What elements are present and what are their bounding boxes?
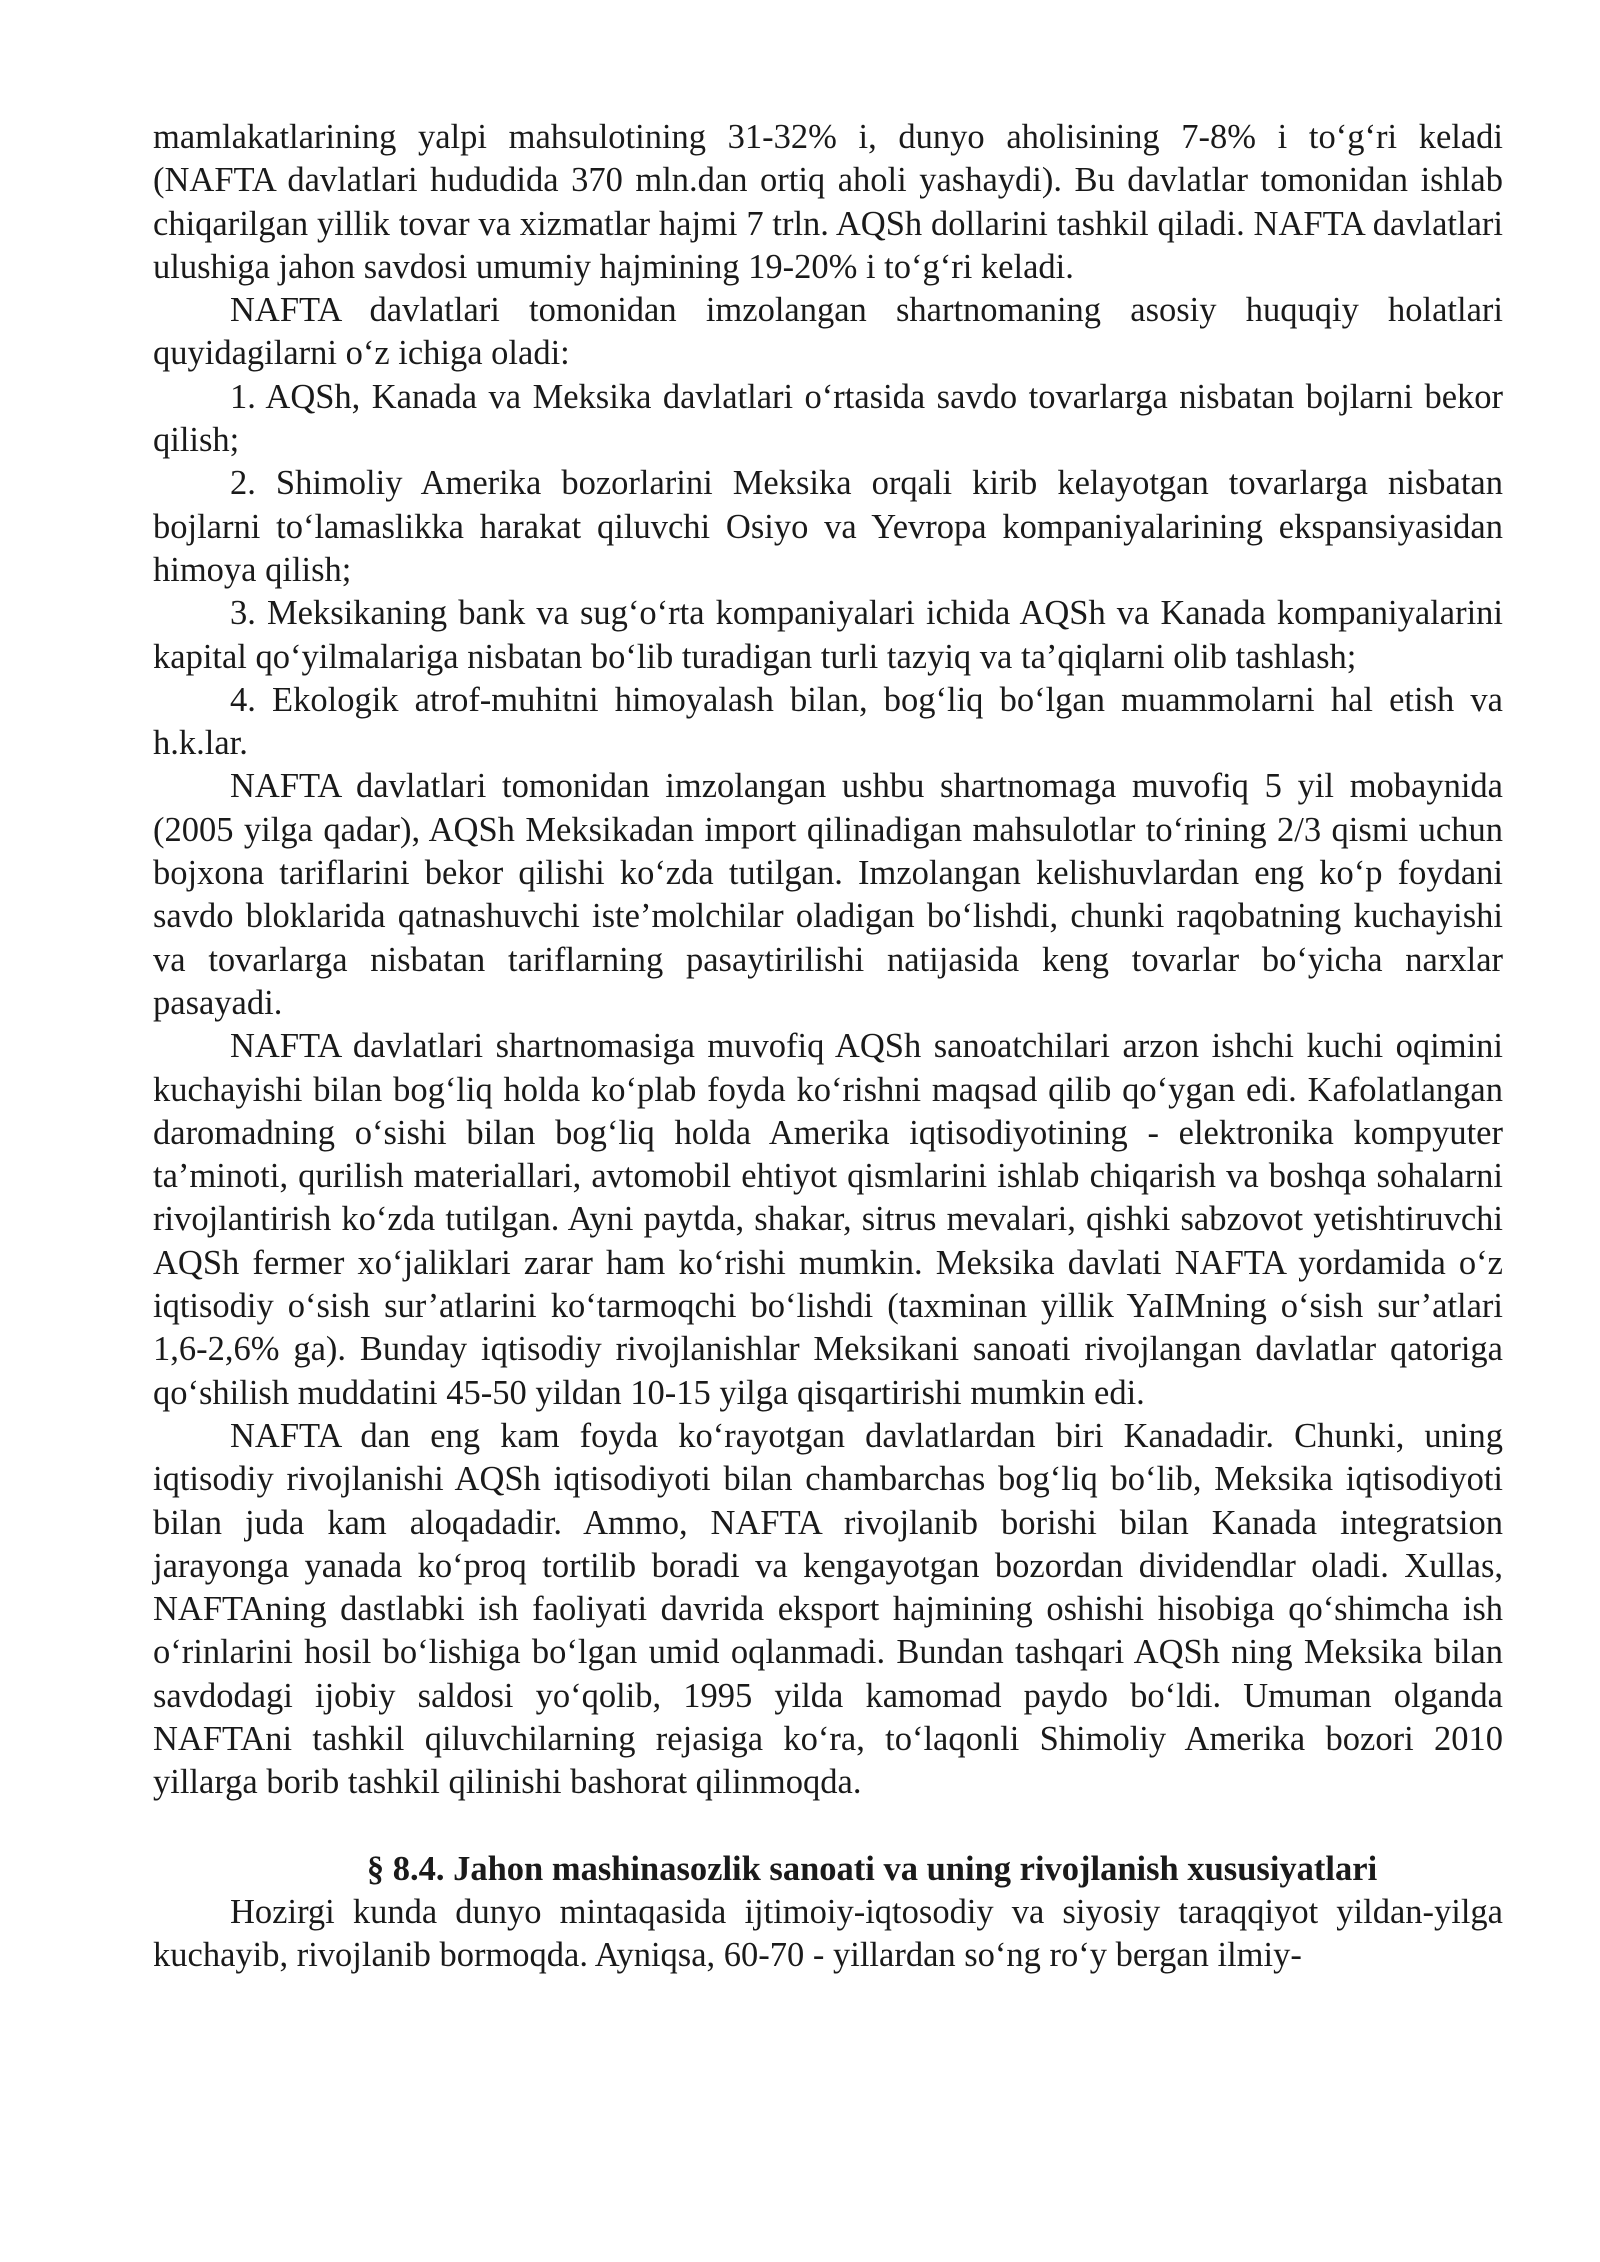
list-item-4: 4. Ekologik atrof-muhitni himoyalash bilan, bog‘liq bo‘lgan muammolarni hal etish va h.k.lar. <box>153 680 1503 763</box>
paragraph-canada: NAFTA dan eng kam foyda ko‘rayotgan davlatlardan biri Kanadadir. Chunki, uning iqtisodiy rivojlanishi AQSh iqtisodiyoti bilan chambarchas bog‘liq bo‘lib, Meksika iqtisodiyoti bilan juda kam aloqadadir. Ammo, NAFTA rivojlanib borishi bilan Kanada integratsion jarayonga yanada ko‘proq tortilib boradi va kengayotgan bozordan dividendlar oladi. Xullas, NAFTAning dastlabki ish faoliyati davrida eksport hajmining oshishi hisobiga qo‘shimcha ish o‘rinlarini hosil bo‘lishiga bo‘lgan umid oqlanmadi. Bundan tashqari AQSh ning Meksika bilan savdodagi ijobiy saldosi yo‘qolib, 1995 yilda kamomad paydo bo‘ldi. Umuman olganda NAFTAni tashkil qiluvchilarning rejasiga ko‘ra, to‘laqonli Shimoliy Amerika bozori 2010 yillarga borib tashkil qilinishi bashorat qilinmoqda. <box>153 1416 1503 1802</box>
list-item-1: 1. AQSh, Kanada va Meksika davlatlari o‘rtasida savdo tovarlarga nisbatan bojlarni bekor qilish; <box>153 377 1503 460</box>
section-heading: § 8.4. Jahon mashinasozlik sanoati va uning rivojlanish xususiyatlari <box>366 1849 1378 1888</box>
paragraph-section-intro: Hozirgi kunda dunyo mintaqasida ijtimoiy-iqtosodiy va siyosiy taraqqiyot yildan-yilga kuchayib, rivojlanib bormoqda. Ayniqsa, 60-70 - yillardan so‘ng ro‘y bergan ilmiy- <box>153 1892 1503 1975</box>
list-item-2: 2. Shimoliy Amerika bozorlarini Meksika orqali kirib kelayotgan tovarlarga nisbatan bojlarni to‘lamaslikka harakat qiluvchi Osiyo va Yevropa kompaniyalarining ekspansiyasidan himoya qilish; <box>153 464 1503 589</box>
paragraph-us-industry: NAFTA davlatlari shartnomasiga muvofiq AQSh sanoatchilari arzon ishchi kuchi oqimini kuchayishi bilan bog‘liq holda ko‘plab foyda ko‘rishni maqsad qilib qo‘ygan edi. Kafolatlangan daromadning o‘sishi bilan bog‘liq holda Amerika iqtisodiyotining - elektronika kompyuter ta’minoti, qurilish materiallari, avtomobil ehtiyot qismlarini ishlab chiqarish va boshqa sohalarni rivojlantirish ko‘zda tutilgan. Ayni paytda, shakar, sitrus mevalari, qishki sabzovot yetishtiruvchi AQSh fermer xo‘jaliklari zarar ham ko‘rishi mumkin. Meksika davlati NAFTA yordamida o‘z iqtisodiy o‘sish sur’atlarini ko‘tarmoqchi bo‘lishdi (taxminan yillik YaIMning o‘sish sur’atlari 1,6-2,6% ga). Bunday iqtisodiy rivojlanishlar Meksikani sanoati rivojlangan davlatlar qatoriga qo‘shilish muddatini 45-50 yildan 10-15 yilga qisqartirishi mumkin edi. <box>153 1027 1503 1412</box>
document-page <box>153 116 1503 1977</box>
paragraph-continuation: mamlakatlarining yalpi mahsulotining 31-32% i, dunyo aholisining 7-8% i to‘g‘ri keladi (NAFTA davlatlari hududida 370 mln.dan ortiq aholi yashaydi). Bu davlatlar tomonidan ishlab chiqarilgan yillik tovar va xizmatlar hajmi 7 trln. AQSh dollarini tashkil qiladi. NAFTA davlatlari ulushiga jahon savdosi umumiy hajmining 19-20% i to‘g‘ri keladi. <box>153 118 1503 286</box>
paragraph-tariffs: NAFTA davlatlari tomonidan imzolangan ushbu shartnomaga muvofiq 5 yil mobaynida (2005 yilga qadar), AQSh Meksikadan import qilinadigan mahsulotlar to‘rining 2/3 qismi uchun bojxona tariflarini bekor qilishi ko‘zda tutilgan. Imzolangan kelishuvlardan eng ko‘p foydani savdo bloklarida qatnashuvchi iste’molchilar oladigan bo‘lishdi, chunki raqobatning kuchayishi va tovarlarga nisbatan tariflarning pasaytirilishi natijasida keng tovarlar bo‘yicha narxlar pasayadi. <box>153 767 1503 1022</box>
list-item-3: 3. Meksikaning bank va sug‘o‘rta kompaniyalari ichida AQSh va Kanada kompaniyalarini kapital qo‘yilmalariga nisbatan bo‘lib turadigan turli tazyiq va ta’qiqlarni olib tashlash; <box>153 594 1503 676</box>
paragraph-agreement-intro: NAFTA davlatlari tomonidan imzolangan shartnomaning asosiy huquqiy holatlari quyidagilarni o‘z ichiga oladi: <box>153 291 1503 373</box>
